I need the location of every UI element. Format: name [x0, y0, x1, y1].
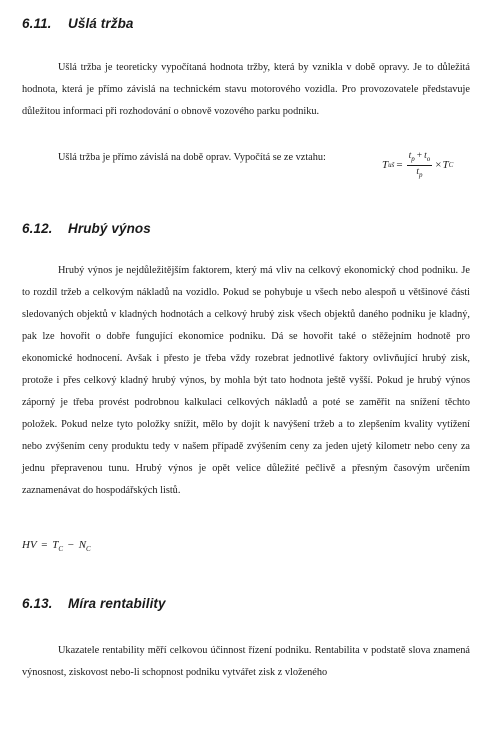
section-heading-6-11: [22, 16, 134, 31]
gross-yield-formula: HV = $T_C - N_C$: [22, 539, 91, 554]
section-heading-6-12: [22, 221, 151, 236]
section-title: Míra rentability: [68, 596, 166, 611]
lost-revenue-formula: T uš = $\frac{t_p + t_o}{t_p}$ × T C: [382, 150, 454, 179]
section-title: Ušlá tržba: [68, 16, 134, 31]
section-6-12-paragraph: Hrubý výnos je nejdůležitějším faktorem, který má vliv na celkový ekonomický chod podniku. Je to rozdíl tržeb a celkovým nákladů na vozidlo. Pokud se pohybuje u všech nebo alespoň u většinové části sledovaných objektů v kladných hodnotách a celkový hrubý zisk všech objektů daného podniku je kladný, pak lze hovořit o dobře fungující ekonomice podniku. Dá se hovořit také o stěžejním hodnotě pro ekonomické hodnocení. Avšak i přesto je třeba vždy rozebrat jednotlivé faktory ovlivňující hrubý zisk, protože i přes celkový kladný hrubý výnos, by mohla být tato hodnota ještě vyšší. Pokud je hrubý výnos záporný je třeba provést podrobnou kalkulaci celkových nákladů a poté se zaměřit na snížení těchto položek. Pokud nelze tyto položky snížit, mělo by dojít k navýšení tržeb a to zlepšením kvality vytížení nebo zvýšením ceny produktu tedy v našem případě zvýšením ceny za jeden ujetý kilometr nebo ceny za jednu přepravenou tunu. Hrubý výnos je opět velice důležité pečlivě a přesným časovým určením zaznamenávat do hospodářských listů.: [22, 265, 470, 496]
section-6-13-paragraph: Ukazatele rentability měří celkovou účinnost řízení podniku. Rentabilita v podstatě slova znamená výnosnost, ziskovost nebo-li schopnost podniku vytvářet zisk z vloženého: [22, 645, 470, 678]
formula-line-lost-revenue: [58, 147, 478, 187]
section-title: Hrubý výnos: [68, 221, 151, 236]
section-6-11-paragraph: Ušlá tržba je teoreticky vypočítaná hodnota tržby, která by vznikla v době opravy. Je to důležitá hodnota, která je přímo závislá na technickém stavu motorového vozidla. Pro provozovatele představuje důležitou informaci při rozhodování o obnově vozového parku podniku.: [22, 62, 470, 117]
formula-intro-text: Ušlá tržba je přímo závislá na době oprav. Vypočítá se ze vztahu:: [58, 152, 326, 163]
section-number: 6.11.: [22, 16, 52, 31]
section-number: 6.13.: [22, 596, 53, 611]
section-number: 6.12.: [22, 221, 53, 236]
section-heading-6-13: [22, 596, 166, 611]
formula-fraction: $\frac{t_p + t_o}{t_p}$: [408, 150, 431, 179]
